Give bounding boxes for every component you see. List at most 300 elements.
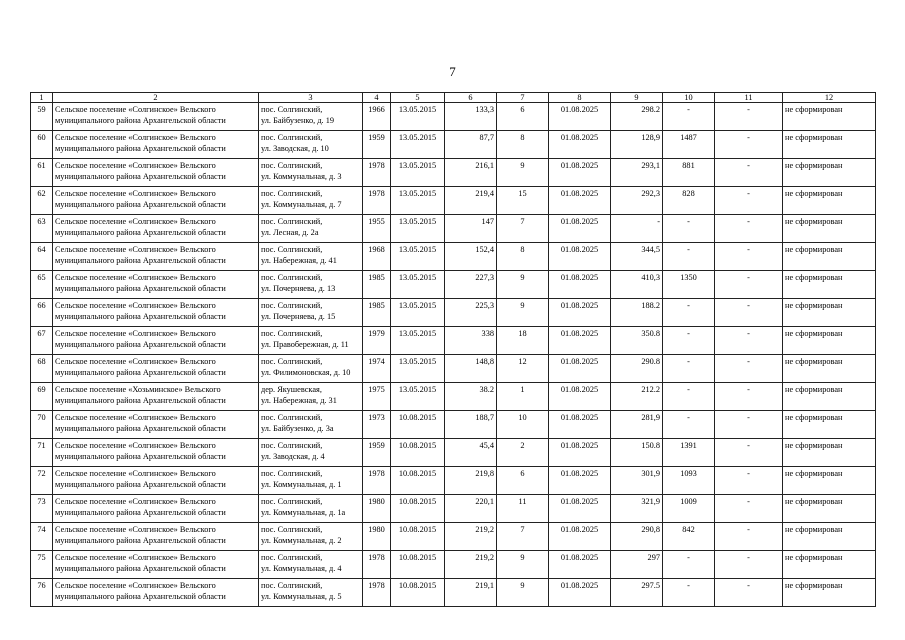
resettlement-date-cell: 01.08.2025 xyxy=(549,159,611,187)
address-line: ул. Коммунальная, д. 2 xyxy=(261,535,342,545)
status-cell: не сформирован xyxy=(783,495,876,523)
address-line: пос. Солгинский, xyxy=(261,525,323,534)
residents-cell: 2 xyxy=(497,439,549,467)
row-number-cell: 76 xyxy=(31,579,53,607)
residents-cell: 7 xyxy=(497,215,549,243)
settlement-line: муниципального района Архангельской области xyxy=(55,479,226,489)
column-9-cell: 188.2 xyxy=(611,299,663,327)
row-number-cell: 59 xyxy=(31,103,53,131)
settlement-line: Сельское поселение «Солгинское» Вельского xyxy=(55,581,216,590)
status-cell: не сформирован xyxy=(783,215,876,243)
address-cell xyxy=(259,411,363,439)
residents-cell: 8 xyxy=(497,131,549,159)
status-cell: не сформирован xyxy=(783,355,876,383)
settlement-line: Сельское поселение «Солгинское» Вельского xyxy=(55,413,216,422)
resettlement-date-cell: 01.08.2025 xyxy=(549,215,611,243)
address-line: ул. Коммунальная, д. 7 xyxy=(261,199,342,209)
settlement-cell xyxy=(53,103,259,131)
column-header-7: 7 xyxy=(497,93,549,103)
row-number-cell: 69 xyxy=(31,383,53,411)
column-10-cell: 1391 xyxy=(663,439,715,467)
column-9-cell: 297 xyxy=(611,551,663,579)
recognition-date-cell: 10.08.2015 xyxy=(391,523,445,551)
status-cell: не сформирован xyxy=(783,103,876,131)
table-header xyxy=(31,93,876,103)
column-11-cell: - xyxy=(715,411,783,439)
settlement-line: Сельское поселение «Солгинское» Вельского xyxy=(55,525,216,534)
settlement-line: Сельское поселение «Солгинское» Вельского xyxy=(55,217,216,226)
housing-register-table xyxy=(30,92,876,607)
address-line: ул. Коммунальная, д. 1 xyxy=(261,479,342,489)
residents-cell: 1 xyxy=(497,383,549,411)
recognition-date-cell: 13.05.2015 xyxy=(391,299,445,327)
column-11-cell: - xyxy=(715,439,783,467)
column-10-cell: - xyxy=(663,299,715,327)
status-cell: не сформирован xyxy=(783,439,876,467)
column-header-6: 6 xyxy=(445,93,497,103)
settlement-line: Сельское поселение «Солгинское» Вельского xyxy=(55,133,216,142)
area-cell: 133,3 xyxy=(445,103,497,131)
row-number-cell: 65 xyxy=(31,271,53,299)
area-cell: 152,4 xyxy=(445,243,497,271)
settlement-line: Сельское поселение «Солгинское» Вельского xyxy=(55,357,216,366)
address-line: пос. Солгинский, xyxy=(261,357,323,366)
area-cell: 147 xyxy=(445,215,497,243)
settlement-cell xyxy=(53,131,259,159)
column-11-cell: - xyxy=(715,215,783,243)
settlement-line: муниципального района Архангельской области xyxy=(55,535,226,545)
year-built-cell: 1985 xyxy=(363,299,391,327)
recognition-date-cell: 13.05.2015 xyxy=(391,215,445,243)
area-cell: 219,2 xyxy=(445,523,497,551)
table-row xyxy=(31,383,876,411)
column-header-5: 5 xyxy=(391,93,445,103)
status-cell: не сформирован xyxy=(783,243,876,271)
status-cell: не сформирован xyxy=(783,327,876,355)
table-row xyxy=(31,187,876,215)
settlement-line: муниципального района Архангельской области xyxy=(55,115,226,125)
settlement-line: муниципального района Архангельской области xyxy=(55,255,226,265)
settlement-line: муниципального района Архангельской области xyxy=(55,507,226,517)
column-header-10: 10 xyxy=(663,93,715,103)
table-row xyxy=(31,579,876,607)
column-10-cell: 1093 xyxy=(663,467,715,495)
settlement-line: муниципального района Архангельской области xyxy=(55,451,226,461)
address-cell xyxy=(259,243,363,271)
year-built-cell: 1959 xyxy=(363,131,391,159)
recognition-date-cell: 13.05.2015 xyxy=(391,355,445,383)
settlement-line: Сельское поселение «Солгинское» Вельского xyxy=(55,553,216,562)
address-line: ул. Филимоновская, д. 10 xyxy=(261,367,351,377)
year-built-cell: 1973 xyxy=(363,411,391,439)
column-10-cell: - xyxy=(663,103,715,131)
address-line: ул. Заводская, д. 10 xyxy=(261,143,329,153)
settlement-cell xyxy=(53,243,259,271)
column-11-cell: - xyxy=(715,383,783,411)
column-9-cell: 150.8 xyxy=(611,439,663,467)
settlement-cell xyxy=(53,299,259,327)
row-number-cell: 70 xyxy=(31,411,53,439)
column-9-cell: 298.2 xyxy=(611,103,663,131)
column-11-cell: - xyxy=(715,299,783,327)
table-row xyxy=(31,411,876,439)
year-built-cell: 1980 xyxy=(363,523,391,551)
column-9-cell: 281,9 xyxy=(611,411,663,439)
resettlement-date-cell: 01.08.2025 xyxy=(549,495,611,523)
settlement-line: муниципального района Архангельской области xyxy=(55,423,226,433)
address-cell xyxy=(259,579,363,607)
area-cell: 338 xyxy=(445,327,497,355)
address-line: ул. Байбузенко, д. 3а xyxy=(261,423,334,433)
resettlement-date-cell: 01.08.2025 xyxy=(549,271,611,299)
column-11-cell: - xyxy=(715,495,783,523)
address-line: пос. Солгинский, xyxy=(261,469,323,478)
address-cell xyxy=(259,523,363,551)
column-9-cell: 292,3 xyxy=(611,187,663,215)
residents-cell: 12 xyxy=(497,355,549,383)
table-row xyxy=(31,103,876,131)
residents-cell: 10 xyxy=(497,411,549,439)
address-line: пос. Солгинский, xyxy=(261,273,323,282)
column-9-cell: 128,9 xyxy=(611,131,663,159)
address-cell xyxy=(259,383,363,411)
settlement-cell xyxy=(53,495,259,523)
column-header-8: 8 xyxy=(549,93,611,103)
table-row xyxy=(31,299,876,327)
column-10-cell: - xyxy=(663,215,715,243)
page-number: 7 xyxy=(449,64,456,79)
settlement-line: Сельское поселение «Солгинское» Вельского xyxy=(55,469,216,478)
recognition-date-cell: 10.08.2015 xyxy=(391,467,445,495)
settlement-line: Сельское поселение «Солгинское» Вельского xyxy=(55,161,216,170)
year-built-cell: 1978 xyxy=(363,467,391,495)
status-cell: не сформирован xyxy=(783,467,876,495)
recognition-date-cell: 13.05.2015 xyxy=(391,243,445,271)
area-cell: 219,2 xyxy=(445,551,497,579)
address-line: ул. Правобережная, д. 11 xyxy=(261,339,349,349)
column-11-cell: - xyxy=(715,467,783,495)
settlement-cell xyxy=(53,579,259,607)
year-built-cell: 1978 xyxy=(363,579,391,607)
address-line: пос. Солгинский, xyxy=(261,301,323,310)
column-9-cell: 212.2 xyxy=(611,383,663,411)
recognition-date-cell: 13.05.2015 xyxy=(391,159,445,187)
recognition-date-cell: 13.05.2015 xyxy=(391,271,445,299)
column-10-cell: - xyxy=(663,355,715,383)
residents-cell: 9 xyxy=(497,159,549,187)
column-11-cell: - xyxy=(715,103,783,131)
address-cell xyxy=(259,131,363,159)
residents-cell: 15 xyxy=(497,187,549,215)
address-line: ул. Набережная, д. 31 xyxy=(261,395,337,405)
area-cell: 227,3 xyxy=(445,271,497,299)
table-row xyxy=(31,271,876,299)
address-line: пос. Солгинский, xyxy=(261,581,323,590)
address-line: ул. Коммунальная, д. 1а xyxy=(261,507,346,517)
settlement-line: Сельское поселение «Солгинское» Вельского xyxy=(55,273,216,282)
settlement-line: муниципального района Архангельской области xyxy=(55,395,226,405)
address-cell xyxy=(259,187,363,215)
address-line: дер. Якушевская, xyxy=(261,385,322,394)
row-number-cell: 63 xyxy=(31,215,53,243)
area-cell: 38.2 xyxy=(445,383,497,411)
row-number-cell: 60 xyxy=(31,131,53,159)
column-10-cell: - xyxy=(663,383,715,411)
area-cell: 219,8 xyxy=(445,467,497,495)
address-line: ул. Почерняева, д. 15 xyxy=(261,311,336,321)
column-9-cell: 321,9 xyxy=(611,495,663,523)
address-line: ул. Почерняева, д. 13 xyxy=(261,283,336,293)
column-10-cell: - xyxy=(663,551,715,579)
column-11-cell: - xyxy=(715,355,783,383)
residents-cell: 11 xyxy=(497,495,549,523)
table-row xyxy=(31,159,876,187)
status-cell: не сформирован xyxy=(783,383,876,411)
address-line: пос. Солгинский, xyxy=(261,245,323,254)
column-header-1: 1 xyxy=(31,93,53,103)
address-line: ул. Коммунальная, д. 3 xyxy=(261,171,342,181)
year-built-cell: 1974 xyxy=(363,355,391,383)
status-cell: не сформирован xyxy=(783,159,876,187)
residents-cell: 6 xyxy=(497,467,549,495)
recognition-date-cell: 10.08.2015 xyxy=(391,551,445,579)
column-9-cell: 344,5 xyxy=(611,243,663,271)
settlement-cell xyxy=(53,551,259,579)
year-built-cell: 1966 xyxy=(363,103,391,131)
year-built-cell: 1978 xyxy=(363,159,391,187)
recognition-date-cell: 13.05.2015 xyxy=(391,131,445,159)
address-line: пос. Солгинский, xyxy=(261,413,323,422)
resettlement-date-cell: 01.08.2025 xyxy=(549,439,611,467)
settlement-line: муниципального района Архангельской области xyxy=(55,367,226,377)
settlement-line: Сельское поселение «Солгинское» Вельского xyxy=(55,329,216,338)
column-9-cell: 293,1 xyxy=(611,159,663,187)
settlement-line: Сельское поселение «Солгинское» Вельского xyxy=(55,105,216,114)
resettlement-date-cell: 01.08.2025 xyxy=(549,411,611,439)
resettlement-date-cell: 01.08.2025 xyxy=(549,131,611,159)
resettlement-date-cell: 01.08.2025 xyxy=(549,299,611,327)
residents-cell: 7 xyxy=(497,523,549,551)
settlement-cell xyxy=(53,215,259,243)
address-line: ул. Коммунальная, д. 4 xyxy=(261,563,342,573)
settlement-line: Сельское поселение «Солгинское» Вельского xyxy=(55,441,216,450)
residents-cell: 9 xyxy=(497,551,549,579)
area-cell: 225,3 xyxy=(445,299,497,327)
year-built-cell: 1985 xyxy=(363,271,391,299)
column-9-cell: 290.8 xyxy=(611,355,663,383)
column-9-cell: 301,9 xyxy=(611,467,663,495)
settlement-cell xyxy=(53,467,259,495)
settlement-cell xyxy=(53,159,259,187)
settlement-line: муниципального района Архангельской области xyxy=(55,283,226,293)
area-cell: 87,7 xyxy=(445,131,497,159)
year-built-cell: 1968 xyxy=(363,243,391,271)
row-number-cell: 62 xyxy=(31,187,53,215)
residents-cell: 8 xyxy=(497,243,549,271)
status-cell: не сформирован xyxy=(783,579,876,607)
area-cell: 220,1 xyxy=(445,495,497,523)
year-built-cell: 1975 xyxy=(363,383,391,411)
row-number-cell: 74 xyxy=(31,523,53,551)
table-row xyxy=(31,355,876,383)
status-cell: не сформирован xyxy=(783,131,876,159)
year-built-cell: 1980 xyxy=(363,495,391,523)
column-10-cell: - xyxy=(663,327,715,355)
table-row xyxy=(31,131,876,159)
table-row xyxy=(31,327,876,355)
recognition-date-cell: 13.05.2015 xyxy=(391,327,445,355)
area-cell: 219,4 xyxy=(445,187,497,215)
table-row xyxy=(31,439,876,467)
year-built-cell: 1955 xyxy=(363,215,391,243)
column-header-12: 12 xyxy=(783,93,876,103)
resettlement-date-cell: 01.08.2025 xyxy=(549,383,611,411)
row-number-cell: 73 xyxy=(31,495,53,523)
address-line: ул. Набережная, д. 41 xyxy=(261,255,337,265)
status-cell: не сформирован xyxy=(783,411,876,439)
column-10-cell: 881 xyxy=(663,159,715,187)
settlement-cell xyxy=(53,439,259,467)
column-11-cell: - xyxy=(715,523,783,551)
settlement-cell xyxy=(53,355,259,383)
area-cell: 219,1 xyxy=(445,579,497,607)
row-number-cell: 72 xyxy=(31,467,53,495)
column-number-row xyxy=(31,93,876,103)
address-line: пос. Солгинский, xyxy=(261,217,323,226)
column-header-2: 2 xyxy=(53,93,259,103)
row-number-cell: 75 xyxy=(31,551,53,579)
column-9-cell: - xyxy=(611,215,663,243)
resettlement-date-cell: 01.08.2025 xyxy=(549,103,611,131)
address-line: пос. Солгинский, xyxy=(261,441,323,450)
row-number-cell: 64 xyxy=(31,243,53,271)
status-cell: не сформирован xyxy=(783,523,876,551)
address-cell xyxy=(259,495,363,523)
resettlement-date-cell: 01.08.2025 xyxy=(549,187,611,215)
recognition-date-cell: 10.08.2015 xyxy=(391,439,445,467)
column-header-11: 11 xyxy=(715,93,783,103)
row-number-cell: 71 xyxy=(31,439,53,467)
column-10-cell: 1350 xyxy=(663,271,715,299)
resettlement-date-cell: 01.08.2025 xyxy=(549,467,611,495)
column-10-cell: - xyxy=(663,243,715,271)
address-line: пос. Солгинский, xyxy=(261,133,323,142)
residents-cell: 9 xyxy=(497,299,549,327)
column-11-cell: - xyxy=(715,131,783,159)
row-number-cell: 68 xyxy=(31,355,53,383)
address-line: ул. Байбузенко, д. 19 xyxy=(261,115,334,125)
settlement-cell xyxy=(53,411,259,439)
year-built-cell: 1978 xyxy=(363,187,391,215)
settlement-line: Сельское поселение «Солгинское» Вельского xyxy=(55,301,216,310)
address-cell xyxy=(259,467,363,495)
address-cell xyxy=(259,215,363,243)
row-number-cell: 67 xyxy=(31,327,53,355)
status-cell: не сформирован xyxy=(783,551,876,579)
column-10-cell: 828 xyxy=(663,187,715,215)
address-cell xyxy=(259,551,363,579)
column-11-cell: - xyxy=(715,159,783,187)
area-cell: 45,4 xyxy=(445,439,497,467)
table-body xyxy=(31,103,876,607)
settlement-line: муниципального района Архангельской области xyxy=(55,227,226,237)
resettlement-date-cell: 01.08.2025 xyxy=(549,355,611,383)
settlement-line: Сельское поселение «Солгинское» Вельского xyxy=(55,189,216,198)
address-cell xyxy=(259,159,363,187)
column-9-cell: 290,8 xyxy=(611,523,663,551)
residents-cell: 6 xyxy=(497,103,549,131)
address-line: пос. Солгинский, xyxy=(261,497,323,506)
address-cell xyxy=(259,327,363,355)
column-header-3: 3 xyxy=(259,93,363,103)
column-9-cell: 350.8 xyxy=(611,327,663,355)
residents-cell: 9 xyxy=(497,579,549,607)
address-cell xyxy=(259,103,363,131)
settlement-line: муниципального района Архангельской области xyxy=(55,171,226,181)
recognition-date-cell: 10.08.2015 xyxy=(391,411,445,439)
column-11-cell: - xyxy=(715,243,783,271)
address-line: пос. Солгинский, xyxy=(261,329,323,338)
resettlement-date-cell: 01.08.2025 xyxy=(549,523,611,551)
settlement-cell xyxy=(53,271,259,299)
address-line: пос. Солгинский, xyxy=(261,553,323,562)
row-number-cell: 61 xyxy=(31,159,53,187)
address-line: пос. Солгинский, xyxy=(261,105,323,114)
settlement-cell xyxy=(53,383,259,411)
resettlement-date-cell: 01.08.2025 xyxy=(549,579,611,607)
settlement-cell xyxy=(53,187,259,215)
address-line: ул. Лесная, д. 2а xyxy=(261,227,319,237)
area-cell: 148,8 xyxy=(445,355,497,383)
address-cell xyxy=(259,299,363,327)
recognition-date-cell: 13.05.2015 xyxy=(391,103,445,131)
status-cell: не сформирован xyxy=(783,271,876,299)
table-row xyxy=(31,495,876,523)
settlement-cell xyxy=(53,523,259,551)
resettlement-date-cell: 01.08.2025 xyxy=(549,243,611,271)
column-10-cell: 1009 xyxy=(663,495,715,523)
settlement-line: муниципального района Архангельской области xyxy=(55,563,226,573)
settlement-line: Сельское поселение «Хозьминское» Вельского xyxy=(55,385,221,394)
column-11-cell: - xyxy=(715,551,783,579)
recognition-date-cell: 10.08.2015 xyxy=(391,579,445,607)
table-row xyxy=(31,215,876,243)
resettlement-date-cell: 01.08.2025 xyxy=(549,551,611,579)
settlement-line: муниципального района Архангельской области xyxy=(55,591,226,601)
area-cell: 216,1 xyxy=(445,159,497,187)
area-cell: 188,7 xyxy=(445,411,497,439)
year-built-cell: 1959 xyxy=(363,439,391,467)
address-cell xyxy=(259,439,363,467)
table-row xyxy=(31,243,876,271)
settlement-line: Сельское поселение «Солгинское» Вельского xyxy=(55,245,216,254)
settlement-line: муниципального района Архангельской области xyxy=(55,311,226,321)
address-line: ул. Коммунальная, д. 5 xyxy=(261,591,342,601)
settlement-line: Сельское поселение «Солгинское» Вельского xyxy=(55,497,216,506)
column-11-cell: - xyxy=(715,271,783,299)
column-10-cell: - xyxy=(663,579,715,607)
year-built-cell: 1978 xyxy=(363,551,391,579)
column-header-9: 9 xyxy=(611,93,663,103)
status-cell: не сформирован xyxy=(783,187,876,215)
resettlement-date-cell: 01.08.2025 xyxy=(549,327,611,355)
residents-cell: 9 xyxy=(497,271,549,299)
settlement-line: муниципального района Архангельской области xyxy=(55,339,226,349)
column-11-cell: - xyxy=(715,579,783,607)
column-11-cell: - xyxy=(715,187,783,215)
column-10-cell: 842 xyxy=(663,523,715,551)
table-row xyxy=(31,467,876,495)
